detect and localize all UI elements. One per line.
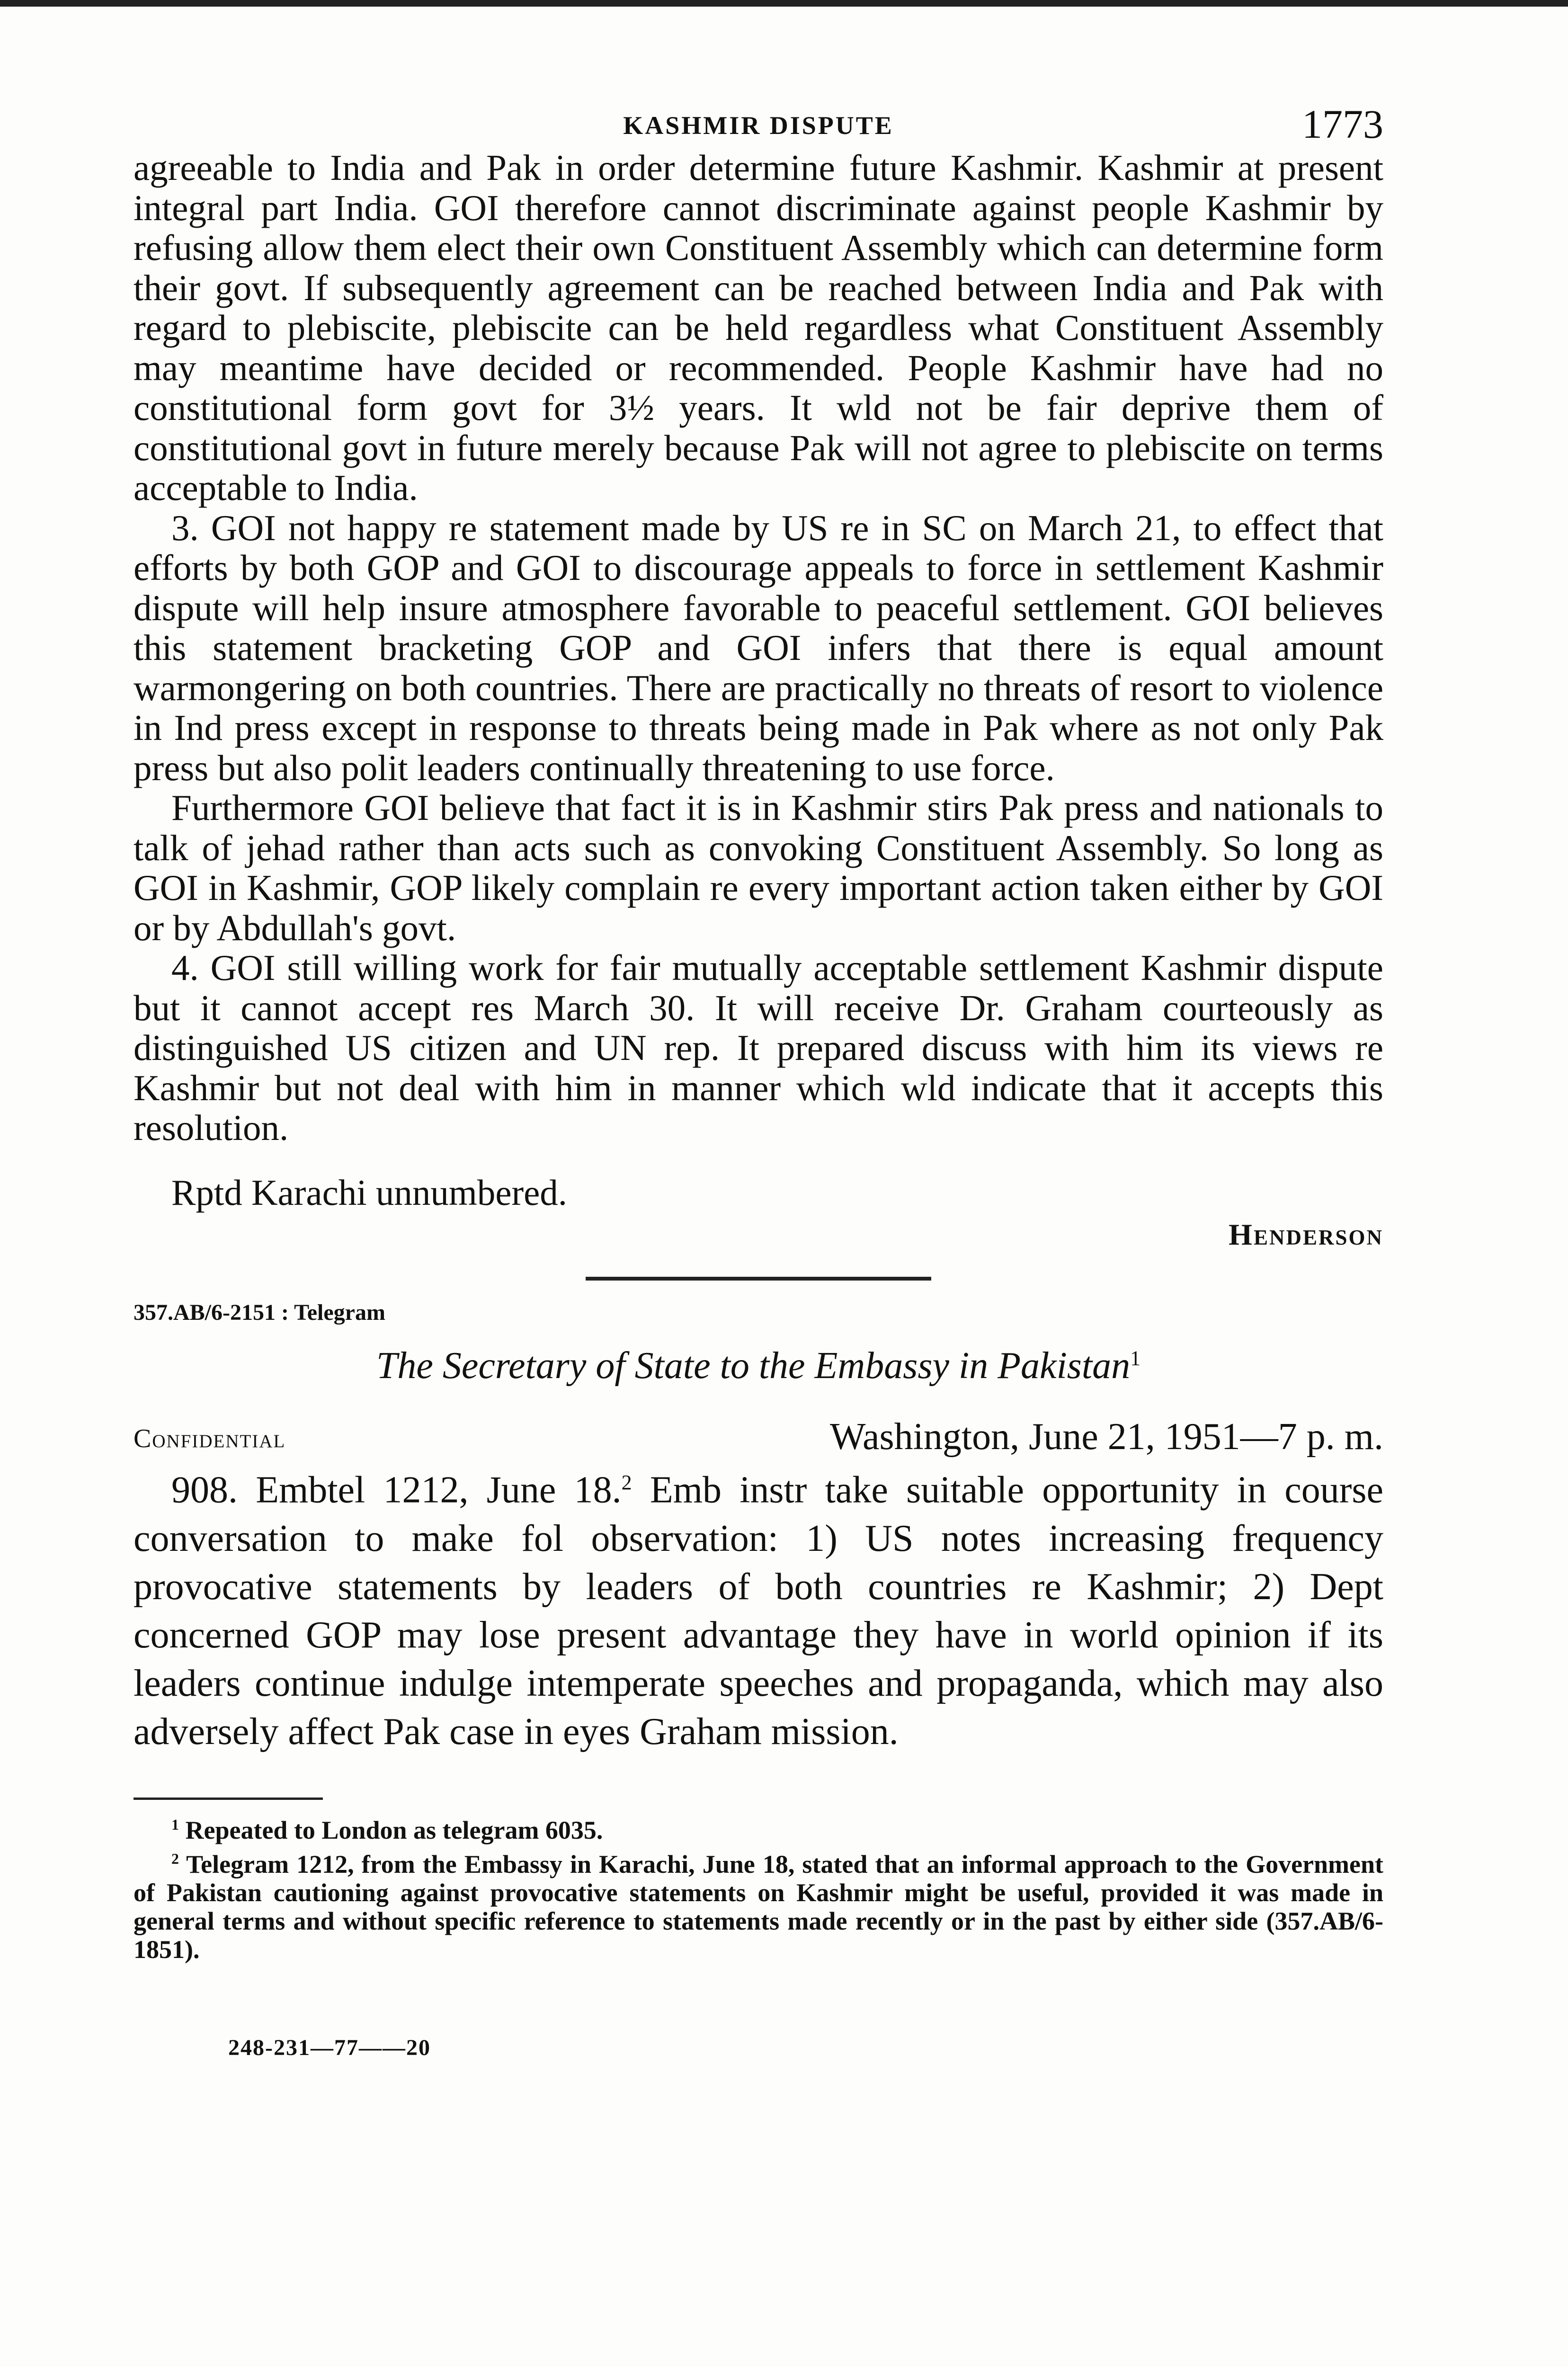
footnote-1-mark: 1 [171, 1815, 179, 1833]
classification: Confidential [134, 1424, 286, 1453]
page [134, 100, 1383, 2061]
running-head [134, 100, 1383, 147]
classification-line [134, 1406, 1383, 1459]
document-secretary-telegram [134, 1299, 1383, 1756]
signer: Henderson [1229, 1218, 1383, 1251]
file-reference: 357.AB/6-2151 : Telegram [134, 1300, 385, 1325]
footnote-rule [134, 1797, 323, 1800]
footnote-2-mark: 2 [171, 1850, 179, 1867]
section-divider [586, 1277, 931, 1281]
top-border-line [0, 0, 1568, 7]
paragraph-furthermore: Furthermore GOI believe that fact it is in Kashmir stirs Pak press and nationals to talk of jehad rather than acts such as convoking Constituent Assembly. So long as GOI in Kashmir, GOP likely complain re every important action taken either by GOI or by Abdullah's govt. [134, 787, 1383, 948]
document-heading [134, 1344, 1383, 1388]
repeat-note: Rptd Karachi unnumbered. [171, 1172, 568, 1213]
body-rest: Emb instr take suitable opportunity in course conversation to make fol observation: 1) US notes increasing frequency provocative statements by leaders of both countries re Kashmir; 2) Dept concerned GOP may lose present advantage they have in world opinion if its leaders continue indulge intemperate speeches and propaganda, which may also adversely affect Pak case in eyes Graham mission. [134, 1469, 1383, 1753]
footnote-1-text: Repeated to London as telegram 6035. [179, 1815, 603, 1844]
body-footnote-ref: 2 [621, 1471, 632, 1494]
heading-text: The Secretary of State to the Embassy in Pakistan [376, 1345, 1131, 1387]
paragraph-4: 4. GOI still willing work for fair mutually acceptable settlement Kashmir dispute but it cannot accept res March 30. It will receive Dr. Graham courteously as distinguished US citizen and UN rep. It prepared discuss with him its views re Kashmir but not deal with him in manner which wld indicate that it accepts this resolution. [134, 947, 1383, 1148]
footnotes [134, 1810, 1383, 1964]
document-henderson-telegram [134, 148, 1383, 1252]
footnote-2 [134, 1844, 1383, 1964]
dateline: Washington, June 21, 1951—7 p. m. [829, 1416, 1383, 1458]
body-start: 908. Embtel 1212, June 18. [171, 1469, 622, 1511]
telegram-body [134, 1459, 1383, 1756]
footnote-1 [134, 1810, 1383, 1844]
page-number: 1773 [1302, 101, 1383, 147]
paragraph-3: 3. GOI not happy re statement made by US re in SC on March 21, to effect that efforts by both GOP and GOI to discourage appeals to force in settlement Kashmir dispute will help insure atmosphere favorable to peaceful settlement. GOI believes this statement bracketing GOP and GOI infers that there is equal amount warmongering on both countries. There are practically no threats of resort to violence in Ind press except in response to threats being made in Pak where as not only Pak press but also polit leaders continually threatening to use force. [134, 507, 1383, 788]
print-code: 248-231—77——20 [228, 2035, 431, 2060]
footnote-2-text: Telegram 1212, from the Embassy in Karachi, June 18, stated that an informal approach to the Government of Pakistan cautioning against provocative statements on Kashmir might be useful, provided it was made in general terms and without specific reference to statements made recently or in the past by either side (357.AB/6-1851). [134, 1850, 1383, 1964]
heading-footnote-ref: 1 [1130, 1346, 1141, 1370]
paragraph-continued: agreeable to India and Pak in order determine future Kashmir. Kashmir at present integral part India. GOI therefore cannot discriminate against people Kashmir by refusing allow them elect their own Constituent Assembly which can determine form their govt. If subsequently agreement can be reached between India and Pak with regard to plebiscite, plebiscite can be held regardless what Constituent Assembly may meantime have decided or recommended. People Kashmir have had no constitutional form govt for 3½ years. It wld not be fair deprive them of constitutional govt in future merely because Pak will not agree to plebiscite on terms acceptable to India. [134, 147, 1383, 508]
running-head-title: KASHMIR DISPUTE [623, 111, 894, 140]
